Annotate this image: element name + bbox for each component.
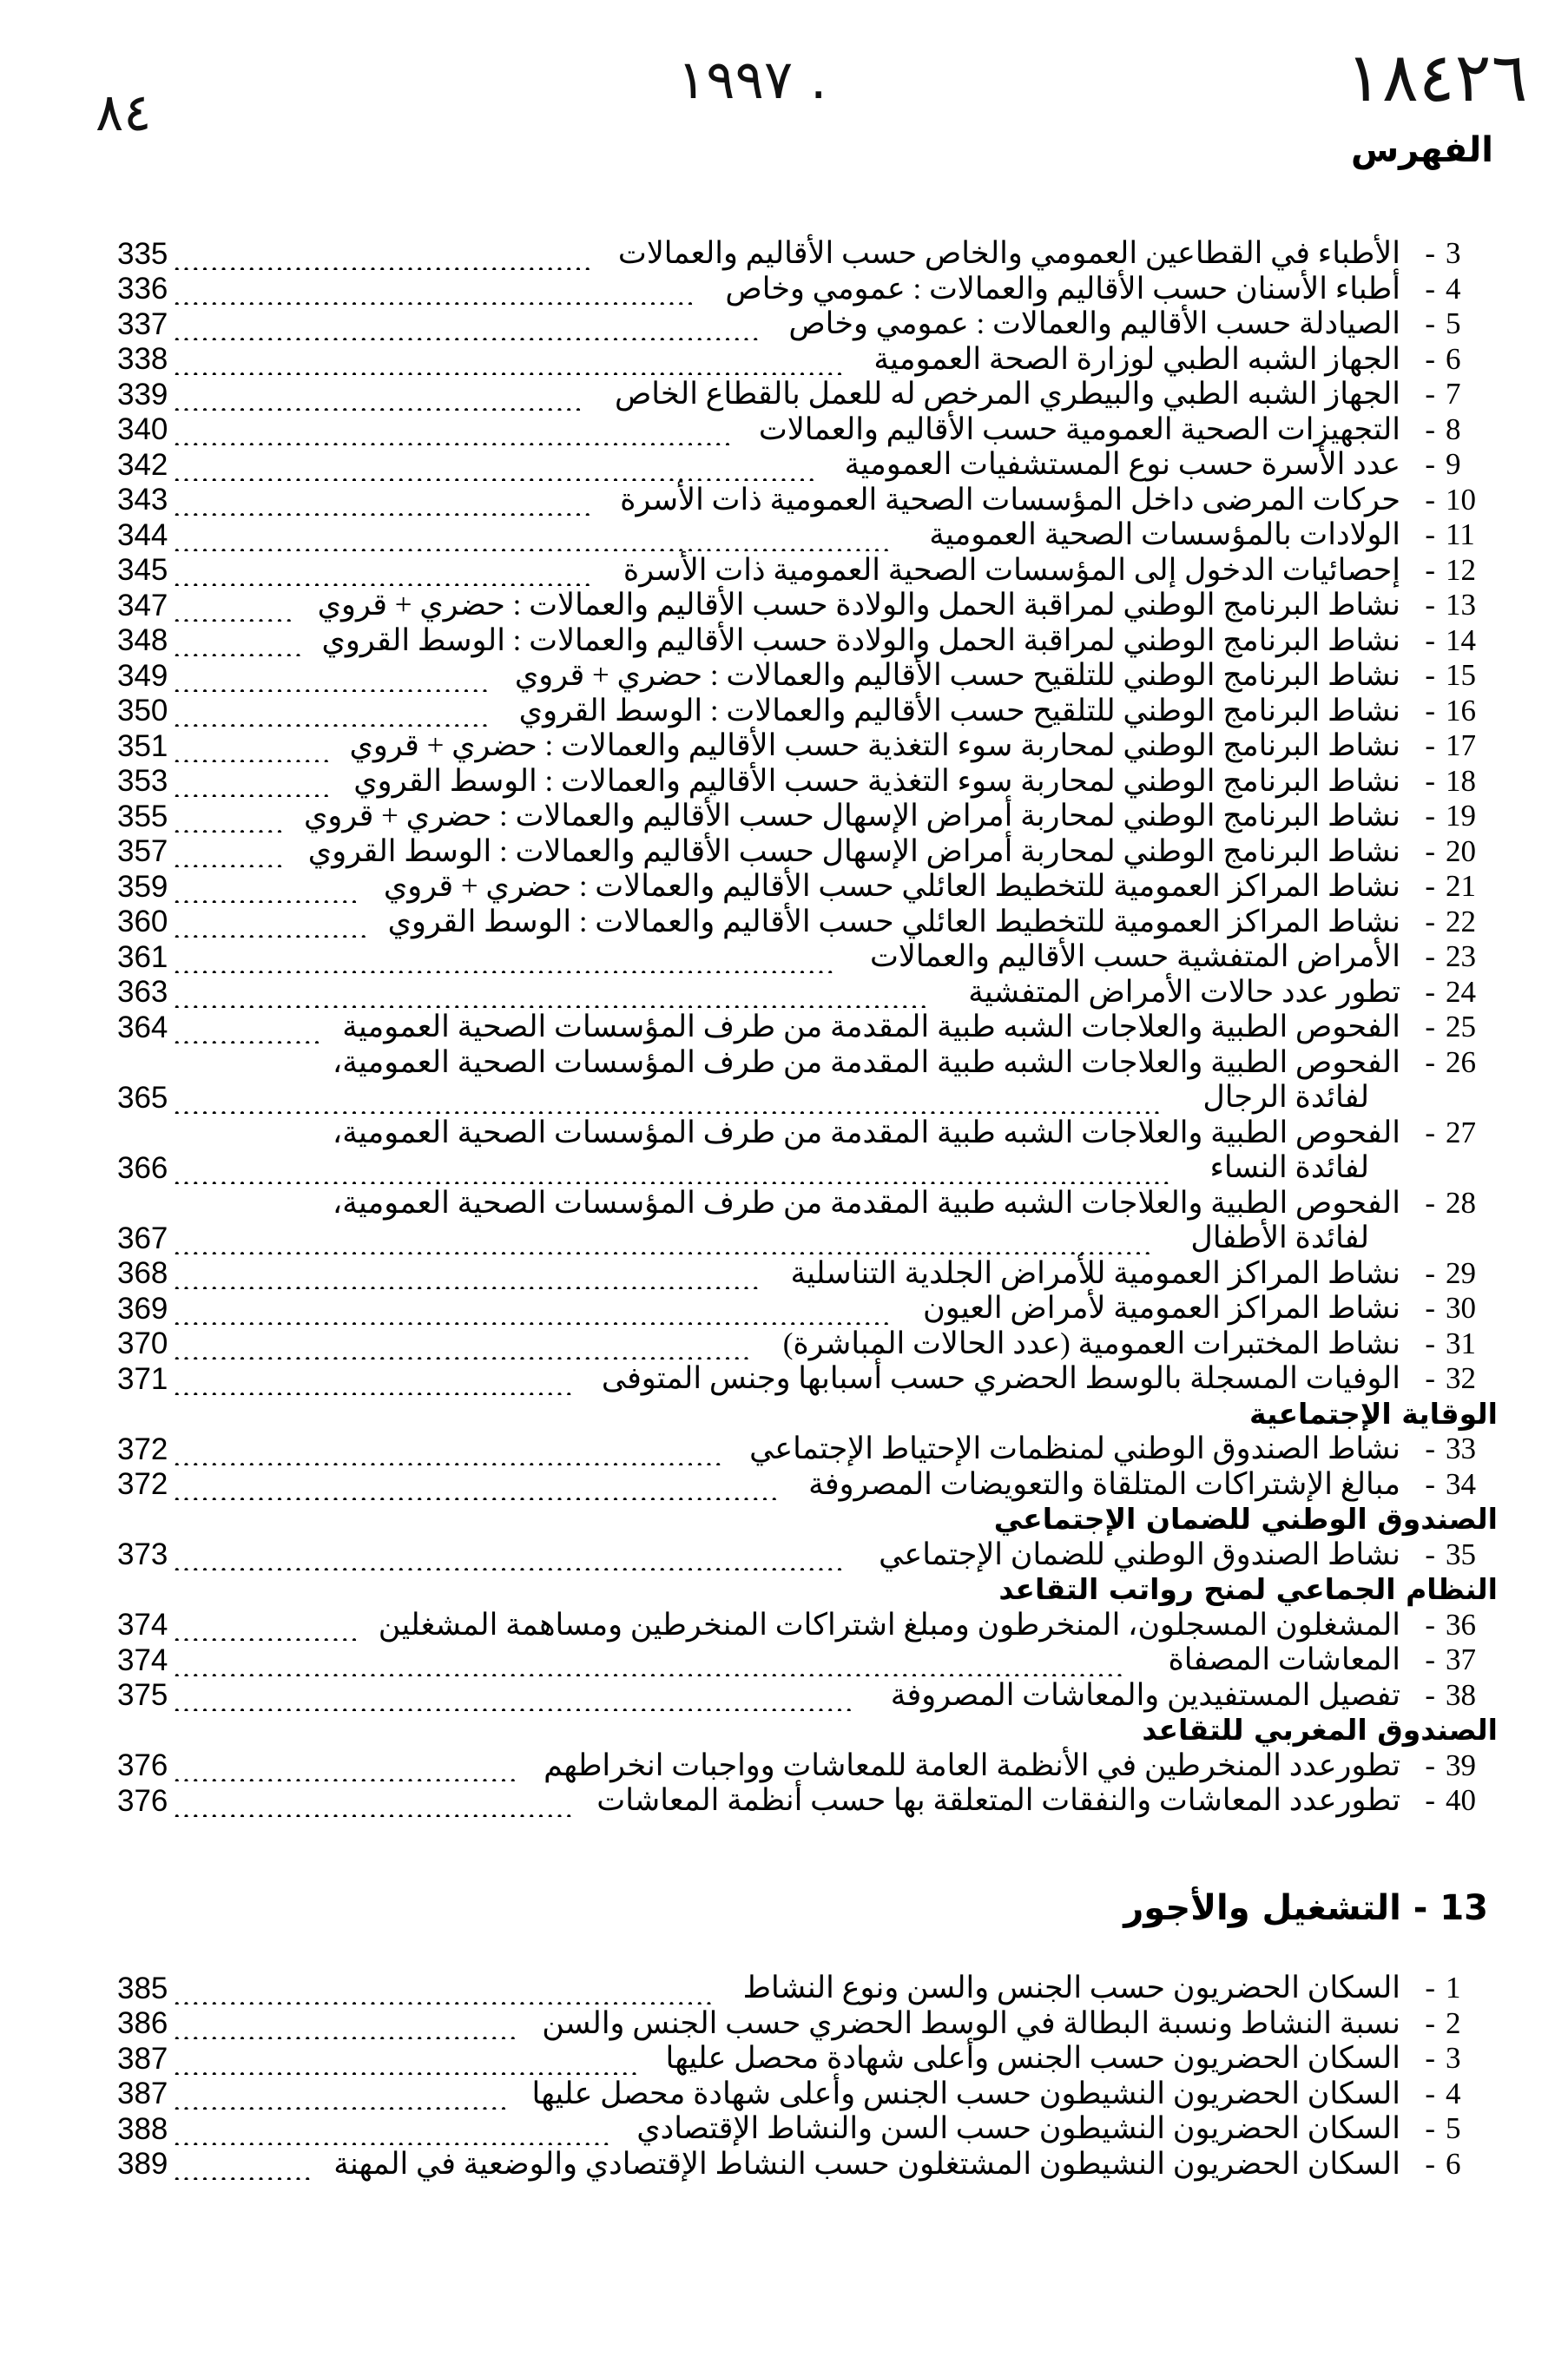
entry-number: 3	[1446, 236, 1461, 270]
toc-list	[117, 236, 1498, 1819]
entry-dash: -	[1425, 1783, 1435, 1817]
entry-number: 5	[1446, 306, 1461, 340]
toc-entry	[117, 975, 1498, 1011]
page-number: 388	[117, 2111, 168, 2146]
toc-entry	[117, 447, 1498, 483]
entry-number: 20	[1446, 833, 1476, 868]
toc-entry	[117, 799, 1498, 834]
toc-entry	[117, 764, 1498, 800]
page-number: 349	[117, 658, 168, 693]
dot-leader: ..........................................................................................................	[173, 1087, 1163, 1114]
entry-number: 38	[1446, 1677, 1476, 1712]
entry-dash: -	[1425, 482, 1435, 517]
section-heading: الصندوق المغربي للتقاعد	[1142, 1713, 1498, 1747]
entry-dash: -	[1425, 447, 1435, 481]
toc-entry	[117, 483, 1498, 518]
dot-leader: ..........................................................	[173, 1978, 715, 2005]
page-number: 364	[117, 1010, 168, 1044]
dot-leader: ........................................................	[173, 279, 696, 305]
entry-dash: -	[1425, 1255, 1435, 1290]
dot-leader: .........................................................................	[173, 1685, 855, 1711]
toc-entry	[117, 236, 1498, 272]
entry-number: 22	[1446, 904, 1476, 938]
entry-dash: -	[1425, 693, 1435, 727]
dot-leader: ....................	[173, 1615, 360, 1641]
page-number: 371	[117, 1361, 168, 1396]
entry-dash: -	[1425, 411, 1435, 446]
entry-number: 4	[1446, 271, 1461, 306]
entry-dash: -	[1425, 904, 1435, 938]
toc-entry	[117, 342, 1498, 378]
toc-entry	[117, 658, 1498, 694]
entry-dash: -	[1425, 2111, 1435, 2145]
entry-title-continuation: لفائدة الأطفال	[1190, 1220, 1369, 1254]
toc-entry	[117, 1256, 1498, 1292]
entry-title: نشاط البرنامج الوطني لمراقبة الحمل والولادة حسب الأقاليم والعمالات : الوسط القروي	[321, 622, 1400, 657]
toc-entry	[117, 306, 1498, 342]
page-number: 374	[117, 1608, 168, 1642]
toc-entry	[117, 1186, 1498, 1256]
entry-title-continuation: لفائدة النساء	[1209, 1149, 1369, 1184]
dot-leader: ........................................................................	[173, 1544, 846, 1570]
entry-dash: -	[1425, 1361, 1435, 1395]
entry-number: 9	[1446, 447, 1461, 481]
entry-number: 21	[1446, 869, 1476, 903]
page-number: 355	[117, 799, 168, 833]
chapter-heading	[1123, 1888, 1488, 1928]
dot-leader: .................	[173, 735, 333, 762]
entry-title: الجهاز الشبه الطبي والبيطري المرخص له للعمل بالقطاع الخاص	[614, 377, 1400, 411]
dot-leader: ..................................	[173, 665, 491, 692]
entry-title: الوفيات المسجلة بالوسط الحضري حسب أسبابها وجنس المتوفى	[601, 1361, 1400, 1395]
entry-title: نشاط البرنامج الوطني لمحاربة أمراض الإسهال حسب الأقاليم والعمالات : حضري + قروي	[304, 799, 1400, 833]
page-number: 338	[117, 342, 168, 376]
dot-leader: ...........................................	[173, 1368, 575, 1395]
entry-number: 35	[1446, 1537, 1476, 1571]
entry-title: نشاط البرنامج الوطني لمحاربة سوء التغذية حسب الأقاليم والعمالات : حضري + قروي	[349, 728, 1400, 762]
entry-number: 33	[1446, 1432, 1476, 1465]
entry-dash: -	[1425, 2076, 1435, 2110]
dot-leader: .................................................................	[173, 1474, 781, 1500]
entry-dash: -	[1425, 658, 1435, 692]
toc-entry	[117, 1748, 1498, 1784]
page-number: 363	[117, 975, 168, 1009]
entry-title: التجهيزات الصحية العمومية حسب الأقاليم والعمالات	[758, 411, 1400, 446]
page-number: 340	[117, 412, 168, 446]
entry-number: 12	[1446, 552, 1476, 587]
entry-title: نشاط الصندوق الوطني للضمان الإجتماعي	[879, 1537, 1400, 1571]
toc-entry	[117, 1643, 1498, 1678]
entry-title: نشاط البرنامج الوطني للتلقيح حسب الأقاليم والعمالات : الوسط القروي	[518, 693, 1400, 727]
chapter-number: 13	[1440, 1888, 1488, 1928]
dot-leader: .........................................................................................................	[173, 1228, 1154, 1254]
entry-number: 26	[1446, 1044, 1476, 1079]
dot-leader: .....................................	[173, 1755, 519, 1781]
page-number: 366	[117, 1150, 168, 1185]
toc-entry	[117, 2041, 1498, 2077]
entry-title: السكان الحضريون النشيطون المشتغلون حسب النشاط الإقتصادي والوضعية في المهنة	[333, 2146, 1400, 2181]
entry-dash: -	[1425, 1537, 1435, 1571]
toc-entry	[117, 2006, 1498, 2042]
entry-title: الأمراض المتفشية حسب الأقاليم والعمالات	[869, 939, 1400, 973]
entry-dash: -	[1425, 869, 1435, 903]
dot-leader: .............	[173, 595, 295, 622]
toc-entry	[117, 553, 1498, 589]
entry-title: عدد الأسرة حسب نوع المستشفيات العمومية	[844, 447, 1400, 481]
entry-number: 27	[1446, 1115, 1476, 1149]
toc-entry	[117, 694, 1498, 729]
entry-number: 28	[1446, 1185, 1476, 1220]
toc-entry	[117, 1116, 1498, 1186]
entry-number: 32	[1446, 1361, 1476, 1395]
page-number: 368	[117, 1256, 168, 1290]
entry-number: 31	[1446, 1326, 1476, 1360]
entry-dash: -	[1425, 236, 1435, 270]
entry-dash: -	[1425, 1643, 1435, 1676]
handwritten-annotation-center: ١٩٩٧ .	[677, 48, 827, 111]
entry-number: 29	[1446, 1255, 1476, 1290]
entry-title: الفحوص الطبية والعلاجات الشبه طبية المقدمة من طرف المؤسسات الصحية العمومية،	[332, 1044, 1400, 1079]
entry-title: إحصائيات الدخول إلى المؤسسات الصحية العمومية ذات الأسرة	[623, 552, 1400, 587]
entry-title: نشاط المختبرات العمومية (عدد الحالات المباشرة)	[782, 1326, 1400, 1360]
entry-dash: -	[1425, 1044, 1435, 1079]
toc-entry	[117, 1608, 1498, 1643]
entry-title: الجهاز الشبه الطبي لوزارة الصحة العمومية	[873, 341, 1400, 376]
page-number: 367	[117, 1221, 168, 1255]
entry-number: 19	[1446, 799, 1476, 833]
toc-entry	[117, 1361, 1498, 1397]
entry-dash: -	[1425, 1971, 1435, 2005]
entry-dash: -	[1425, 728, 1435, 762]
page-number: 375	[117, 1678, 168, 1712]
entry-dash: -	[1425, 1677, 1435, 1712]
page-number: 387	[117, 2041, 168, 2076]
entry-number: 3	[1446, 2041, 1461, 2075]
entry-number: 11	[1446, 517, 1475, 551]
entry-number: 23	[1446, 939, 1476, 973]
entry-title: نشاط الصندوق الوطني لمنظمات الإحتياط الإجتماعي	[749, 1432, 1400, 1465]
toc-entry	[117, 517, 1498, 553]
section-heading: الوقاية الإجتماعية	[1249, 1396, 1498, 1431]
dot-leader: .............................................	[173, 490, 594, 516]
page-number: 389	[117, 2147, 168, 2181]
dot-leader: ..................................................	[173, 2048, 640, 2075]
entry-number: 39	[1446, 1748, 1476, 1782]
page-number: 343	[117, 483, 168, 517]
toc-entry	[117, 2147, 1498, 2182]
entry-title: المعاشات المصفاة	[1168, 1643, 1400, 1676]
entry-number: 5	[1446, 2111, 1461, 2145]
dot-leader: .......................................................................	[173, 946, 836, 973]
entry-number: 36	[1446, 1607, 1476, 1642]
entry-title: الأطباء في القطاعين العمومي والخاص حسب الأقاليم والعمالات	[617, 236, 1400, 270]
entry-title: الفحوص الطبية والعلاجات الشبه طبية المقدمة من طرف المؤسسات الصحية العمومية	[342, 1010, 1400, 1043]
entry-dash: -	[1425, 588, 1435, 622]
entry-dash: -	[1425, 341, 1435, 376]
entry-title: الفحوص الطبية والعلاجات الشبه طبية المقدمة من طرف المؤسسات الصحية العمومية،	[332, 1115, 1400, 1149]
toc-entry	[117, 728, 1498, 764]
page-number: 357	[117, 834, 168, 868]
dot-leader: ...............................................................	[173, 313, 761, 340]
page-number: 348	[117, 623, 168, 657]
page-number: 365	[117, 1080, 168, 1115]
toc-entry	[117, 1045, 1498, 1116]
entry-dash: -	[1425, 974, 1435, 1009]
entry-title: حركات المرضى داخل المؤسسات الصحية العمومية ذات الأسرة	[620, 482, 1400, 517]
toc-entry	[117, 2111, 1498, 2147]
entry-number: 7	[1446, 377, 1461, 411]
dot-leader: .....................................................................	[173, 454, 818, 481]
page-number: 353	[117, 764, 168, 798]
toc-entry	[117, 1467, 1498, 1503]
toc-entry	[117, 1678, 1498, 1714]
page-number: 372	[117, 1467, 168, 1501]
dot-leader: ............	[173, 841, 286, 867]
entry-dash: -	[1425, 271, 1435, 306]
toc-entry	[117, 1971, 1498, 2006]
page-number: 359	[117, 869, 168, 904]
entry-title: تفصيل المستفيدين والمعاشات المصروفة	[890, 1677, 1400, 1712]
entry-dash: -	[1425, 2041, 1435, 2075]
dot-leader: ..............................................................	[173, 1333, 752, 1359]
toc-entry	[117, 2077, 1498, 2112]
page-number: 335	[117, 236, 168, 271]
entry-title: تطور عدد حالات الأمراض المتفشية	[968, 974, 1400, 1009]
entry-dash: -	[1425, 1748, 1435, 1782]
toc-entry	[117, 1291, 1498, 1327]
entry-title: نشاط البرنامج الوطني لمحاربة أمراض الإسهال حسب الأقاليم والعمالات : الوسط القروي	[307, 833, 1400, 868]
entry-number: 2	[1446, 2005, 1461, 2040]
page-number: 370	[117, 1327, 168, 1360]
dot-leader: ................	[173, 1017, 323, 1043]
dot-leader: ...........................................................................................................	[173, 1157, 1172, 1184]
entry-title: تطورعدد المعاشات والنفقات المتعلقة بها حسب أنظمة المعاشات	[596, 1783, 1400, 1817]
dot-leader: ............................................................	[173, 419, 734, 445]
chapter-dash: -	[1400, 1888, 1428, 1928]
dot-leader: .............................................................................	[173, 1298, 893, 1325]
entry-title: نشاط البرنامج الوطني لمراقبة الحمل والولادة حسب الأقاليم والعمالات : حضري + قروي	[317, 588, 1400, 622]
entry-title: الصيادلة حسب الأقاليم والعمالات : عمومي وخاص	[788, 306, 1400, 340]
page-number: 386	[117, 2006, 168, 2040]
entry-dash: -	[1425, 2005, 1435, 2040]
entry-title: نشاط البرنامج الوطني لمحاربة سوء التغذية حسب الأقاليم والعمالات : الوسط القروي	[353, 763, 1400, 798]
entry-number: 34	[1446, 1466, 1476, 1501]
page-number: 344	[117, 517, 168, 552]
toc-entry	[117, 412, 1498, 448]
page-number: 360	[117, 905, 168, 938]
entry-number: 24	[1446, 974, 1476, 1009]
page-number: 351	[117, 728, 168, 763]
handwritten-annotation-left: ٨٤	[96, 82, 152, 143]
entry-dash: -	[1425, 2146, 1435, 2181]
entry-title: السكان الحضريون حسب الجنس والسن ونوع النشاط	[742, 1971, 1400, 2005]
dot-leader: ..............	[173, 630, 304, 656]
entry-title: المشغلون المسجلون، المنخرطون ومبلغ اشتراكات المنخرطين ومساهمة المشغلين	[378, 1607, 1400, 1642]
entry-number: 10	[1446, 482, 1476, 517]
entry-title: تطورعدد المنخرطين في الأنظمة العامة للمعاشات وواجبات انخراطهم	[544, 1748, 1400, 1782]
entry-number: 16	[1446, 693, 1476, 727]
dot-leader: ...............	[173, 2154, 313, 2180]
entry-dash: -	[1425, 1326, 1435, 1360]
toc-entry	[117, 834, 1498, 870]
dot-leader: ...........................................	[173, 1790, 575, 1817]
dot-leader: .................................................................................	[173, 982, 930, 1008]
entry-number: 25	[1446, 1010, 1476, 1043]
dot-leader: .....................................	[173, 2013, 519, 2039]
toc-entry	[117, 623, 1498, 659]
entry-number: 6	[1446, 341, 1461, 376]
page-number: 342	[117, 447, 168, 482]
entry-dash: -	[1425, 833, 1435, 868]
entry-title: نشاط المراكز العمومية لأمراض العيون	[923, 1291, 1400, 1325]
entry-number: 40	[1446, 1783, 1476, 1817]
toc-entry	[117, 1327, 1498, 1362]
entry-dash: -	[1425, 799, 1435, 833]
dot-leader: .............................................................................	[173, 524, 893, 551]
page-number: 376	[117, 1783, 168, 1818]
toc-entry	[117, 588, 1498, 623]
entry-number: 13	[1446, 588, 1476, 622]
page-number: 376	[117, 1748, 168, 1782]
entry-title: الفحوص الطبية والعلاجات الشبه طبية المقدمة من طرف المؤسسات الصحية العمومية،	[332, 1185, 1400, 1220]
dot-leader: ...........................................................	[173, 1438, 724, 1465]
page-number: 369	[117, 1291, 168, 1326]
toc-entry	[117, 905, 1498, 940]
dot-leader: .....................	[173, 912, 370, 938]
handwritten-annotation-right: ١٨٤٢٦	[1346, 39, 1528, 117]
page-number: 345	[117, 553, 168, 587]
page-number: 387	[117, 2077, 168, 2110]
toc-entry	[117, 1783, 1498, 1819]
entry-dash: -	[1425, 622, 1435, 657]
dot-leader: ....................	[173, 876, 360, 903]
entry-title: الولادات بالمؤسسات الصحية العمومية	[929, 517, 1400, 551]
page-number: 337	[117, 306, 168, 341]
chapter-title: التشغيل والأجور	[1123, 1888, 1401, 1928]
page-number: 361	[117, 939, 168, 974]
entry-title: نشاط المراكز العمومية للأمراض الجلدية التناسلية	[790, 1255, 1400, 1290]
page-number: 373	[117, 1537, 168, 1571]
entry-dash: -	[1425, 1607, 1435, 1642]
dot-leader: ............	[173, 806, 286, 833]
toc-entry	[117, 869, 1498, 905]
entry-title: نشاط البرنامج الوطني للتلقيح حسب الأقاليم والعمالات : حضري + قروي	[514, 658, 1400, 692]
entry-dash: -	[1425, 552, 1435, 587]
entry-dash: -	[1425, 1291, 1435, 1325]
dot-leader: ........................................................................	[173, 349, 846, 375]
entry-number: 30	[1446, 1291, 1476, 1325]
page-number: 374	[117, 1643, 168, 1677]
entry-dash: -	[1425, 1432, 1435, 1465]
entry-dash: -	[1425, 1466, 1435, 1501]
dot-leader: ....................................	[173, 2084, 510, 2110]
toc-entry	[117, 1432, 1498, 1467]
entry-dash: -	[1425, 1115, 1435, 1149]
entry-number: 8	[1446, 411, 1461, 446]
page-number: 339	[117, 377, 168, 411]
entry-dash: -	[1425, 517, 1435, 551]
dot-leader: .............................................	[173, 243, 594, 270]
entry-dash: -	[1425, 763, 1435, 798]
entry-number: 37	[1446, 1643, 1476, 1676]
entry-dash: -	[1425, 377, 1435, 411]
entry-number: 4	[1446, 2076, 1461, 2110]
entry-dash: -	[1425, 939, 1435, 973]
entry-title: أطباء الأسنان حسب الأقاليم والعمالات : عمومي وخاص	[725, 271, 1400, 306]
entry-title: السكان الحضريون حسب الجنس وأعلى شهادة محصل عليها	[665, 2041, 1400, 2075]
entry-title: السكان الحضريون النشيطون حسب الجنس وأعلى شهادة محصل عليها	[531, 2076, 1400, 2110]
entry-number: 18	[1446, 763, 1476, 798]
entry-dash: -	[1425, 1185, 1435, 1220]
chapter-toc-list	[117, 1971, 1498, 2182]
entry-number: 6	[1446, 2146, 1461, 2181]
dot-leader: ...............................................	[173, 2118, 612, 2145]
entry-number: 17	[1446, 728, 1476, 762]
entry-number: 1	[1446, 1971, 1461, 2005]
entry-title: السكان الحضريون النشيطون حسب السن والنشاط الإقتصادي	[636, 2111, 1400, 2145]
dot-leader: .............................................	[173, 560, 594, 586]
entry-dash: -	[1425, 1010, 1435, 1043]
entry-title: نسبة النشاط ونسبة البطالة في الوسط الحضري حسب الجنس والسن	[542, 2005, 1400, 2040]
entry-number: 14	[1446, 622, 1476, 657]
page-number: 336	[117, 272, 168, 306]
dot-leader: ...............................................................	[173, 1263, 761, 1289]
dot-leader: ..................................	[173, 701, 491, 727]
toc-entry	[117, 377, 1498, 412]
toc-entry	[117, 939, 1498, 975]
toc-entry	[117, 1537, 1498, 1573]
page-number: 372	[117, 1432, 168, 1466]
dot-leader: ............................................	[173, 384, 584, 411]
entry-title-continuation: لفائدة الرجال	[1202, 1079, 1369, 1114]
entry-number: 15	[1446, 658, 1476, 692]
toc-entry	[117, 1010, 1498, 1045]
dot-leader: .................	[173, 771, 333, 797]
entry-title: نشاط المراكز العمومية للتخطيط العائلي حسب الأقاليم والعمالات : حضري + قروي	[383, 869, 1400, 903]
section-heading: النظام الجماعي لمنح رواتب التقاعد	[998, 1572, 1498, 1606]
page-number: 385	[117, 1971, 168, 2005]
page-number: 347	[117, 588, 168, 622]
page-number: 350	[117, 694, 168, 727]
dot-leader: ......................................................................................................	[173, 1649, 1125, 1676]
section-heading: الصندوق الوطني للضمان الإجتماعي	[993, 1502, 1498, 1536]
entry-dash: -	[1425, 306, 1435, 340]
page-title: الفهرس	[1350, 130, 1493, 170]
toc-entry	[117, 272, 1498, 307]
entry-title: نشاط المراكز العمومية للتخطيط العائلي حسب الأقاليم والعمالات : الوسط القروي	[387, 904, 1400, 938]
entry-title: مبالغ الإشتراكات المتلقاة والتعويضات المصروفة	[808, 1466, 1400, 1501]
